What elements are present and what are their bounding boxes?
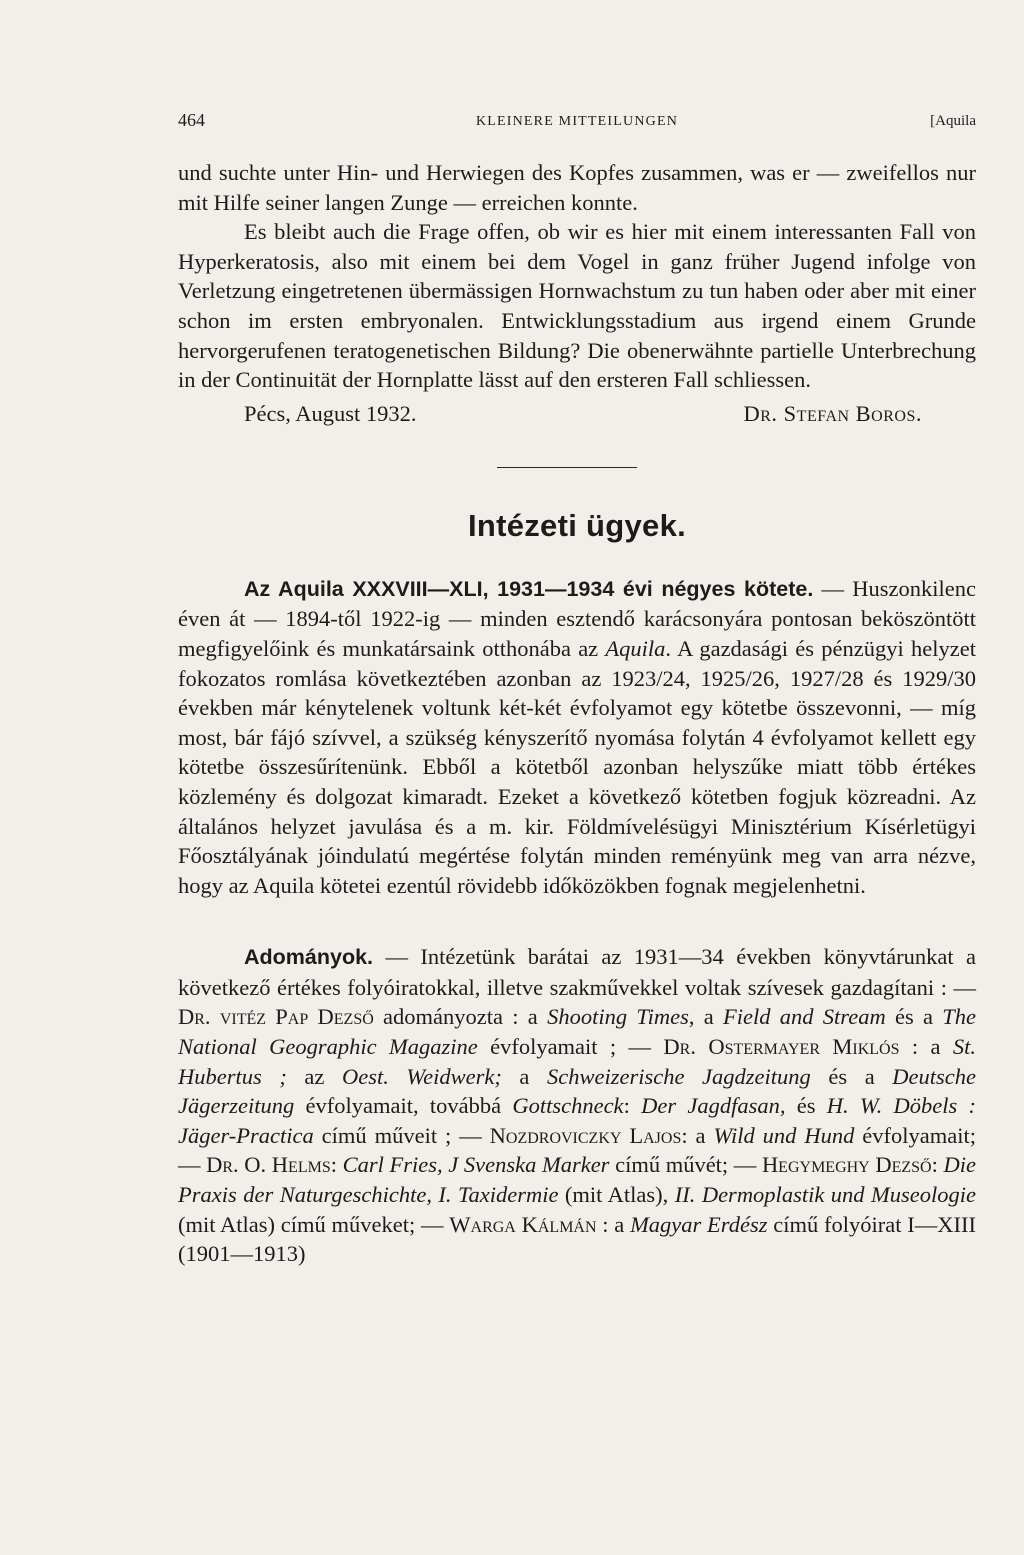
publication-title: Schweizerische Jagdzeitung (547, 1063, 811, 1089)
publication-title: Carl Fries, J Svenska Marker (342, 1152, 610, 1178)
donor-name: Dr. O. Helms (206, 1152, 331, 1178)
text-run: : (330, 1152, 343, 1178)
publication-title: Der Jagdfasan, (641, 1093, 786, 1119)
author-name: Dr. Stefan Boros. (743, 400, 922, 426)
journal-name: [Aquila (930, 113, 976, 129)
text-run: : a (899, 1034, 953, 1060)
publication-title: II. Dermoplastik und Museologie (674, 1182, 976, 1208)
publication-title: Shooting Times (547, 1004, 689, 1030)
paragraph-lead: Adományok. (244, 945, 374, 970)
paragraph-donations (178, 942, 976, 1269)
text-run: (mit Atlas), (558, 1182, 675, 1208)
text-run: : a (681, 1122, 714, 1148)
text-run: , a (688, 1004, 724, 1030)
signature-line (178, 401, 976, 435)
paragraph-text: . A gazdasági és pénzügyi helyzet fokozatos romlása következtében azonban az 1923/24, 1925/26, 1927/28 és 1929/30 években már kénytelenek voltunk két-két évfolyamot egy kötetbe összevonni, — míg most, bár fájó szívvel, a szükség kényszerítő nyomása folytán 4 évfolyamot kellett egy kötetbe összesűrítenünk. Ebből a kötetből azonban helyszűke miatt több értékes közlemény és dolgozat kimaradt. Ezeket a következő kötetben fogjuk közreadni. Az általános helyzet javulása és a m. kir. Földmívelésügyi Minisztérium Kísérletügyi Főosztályának jóindulatú megértése folytán minden reményünk meg van arra nézve, hogy az Aquila kötetei ezentúl rövidebb időközökben fognak megjelenhetni. (178, 635, 976, 898)
publication-title: Oest. Weidwerk; (341, 1063, 502, 1089)
text-run: című folyóirat I—XIII (1901—1913) (178, 1211, 976, 1267)
text-run: (mit Atlas) című műveket; — (178, 1211, 450, 1237)
section-divider (497, 467, 637, 468)
italic-title: Aquila (605, 635, 666, 661)
text-run: : (623, 1093, 642, 1119)
text-run: és a (885, 1004, 943, 1030)
paragraph-continued (178, 158, 976, 217)
text-run: — Intézetünk barátai az 1931—34 években könyvtárunkat a következő értékes folyóiratokkal, illetve szakművekkel voltak szívesek gazdagítani : — (178, 944, 976, 1000)
donor-name: Dr. vitéz Pap Dezső (178, 1004, 374, 1030)
paragraph-lead: Az Aquila XXXVIII—XLI, 1931—1934 évi négyes kötete. (244, 576, 814, 601)
text-run: és (785, 1093, 827, 1119)
publication-title: Die Praxis der Naturgeschichte, I. Taxidermie (178, 1152, 976, 1208)
text-line: — zweifellos nur mit Hilfe seiner langen Zunge — erreichen konnte. (178, 160, 976, 215)
section-title: Intézeti ügyek. (467, 507, 687, 543)
publication-title: St. Hubertus ; (178, 1034, 976, 1089)
text-run: évfolyamait, továbbá (294, 1093, 513, 1119)
publication-title: H. W. Döbels : Jäger-Practica (178, 1093, 976, 1148)
page-number: 464 (178, 110, 205, 130)
running-header (178, 110, 976, 140)
paragraph-aquila-volume (178, 574, 976, 901)
place-date: Pécs, August 1932. (244, 400, 417, 426)
text-run: a (501, 1063, 547, 1089)
text-run: évfolyamait ; — (477, 1034, 664, 1060)
text-run: című művét; — (609, 1152, 762, 1178)
text-run: évfolyamait; — (178, 1122, 976, 1178)
publication-title: The National Geographic Magazine (178, 1004, 976, 1060)
publication-title: Deutsche Jägerzeitung (178, 1063, 976, 1119)
publication-title: Magyar Erdész (630, 1211, 768, 1237)
text-run: című műveit ; — (313, 1122, 490, 1148)
page-body (178, 158, 976, 1269)
text-line: und suchte unter Hin- und Herwiegen des Kopfes zusammen, was er (178, 160, 810, 185)
donor-name: Dr. Ostermayer Miklós (663, 1034, 900, 1060)
paragraph-text: — Huszonkilenc éven át — 1894-től 1922-ig — minden esztendő karácsonyára pontosan beköszöntött megfigyelőink és munkatársaink otthonába az (178, 575, 976, 661)
publication-title: Field and Stream (723, 1004, 886, 1030)
running-title: KLEINERE MITTEILUNGEN (475, 114, 679, 129)
text-run: : a (596, 1211, 631, 1237)
donor-name: Nozdroviczky Lajos (489, 1122, 682, 1148)
paragraph-hyperkeratosis: Es bleibt auch die Frage offen, ob wir es hier mit einem interessanten Fall von Hyperkeratosis, also mit einem bei dem Vogel in ganz früher Jugend infolge von Verletzung eingetretenen übermässigen Hornwachstum zu tun haben oder aber mit einer schon im ersten embryonalen. Entwicklungsstadium aus irgend einem Grunde hervorgerufenen teratogenetischen Bildung? Die obenerwähnte partielle Unterbrechung in der Continuität der Hornplatte lässt auf den ersteren Fall schliessen. (178, 219, 976, 393)
text-run: adományozta : a (373, 1004, 548, 1030)
text-run: : (931, 1152, 944, 1178)
donor-name: Warga Kálmán (449, 1211, 597, 1237)
publication-title: Wild und Hund (713, 1122, 855, 1148)
publication-title: Gottschneck (512, 1093, 624, 1119)
text-run: és a (810, 1063, 893, 1089)
donor-name: Hegymeghy Dezső (761, 1152, 932, 1178)
text-run: az (286, 1063, 342, 1089)
